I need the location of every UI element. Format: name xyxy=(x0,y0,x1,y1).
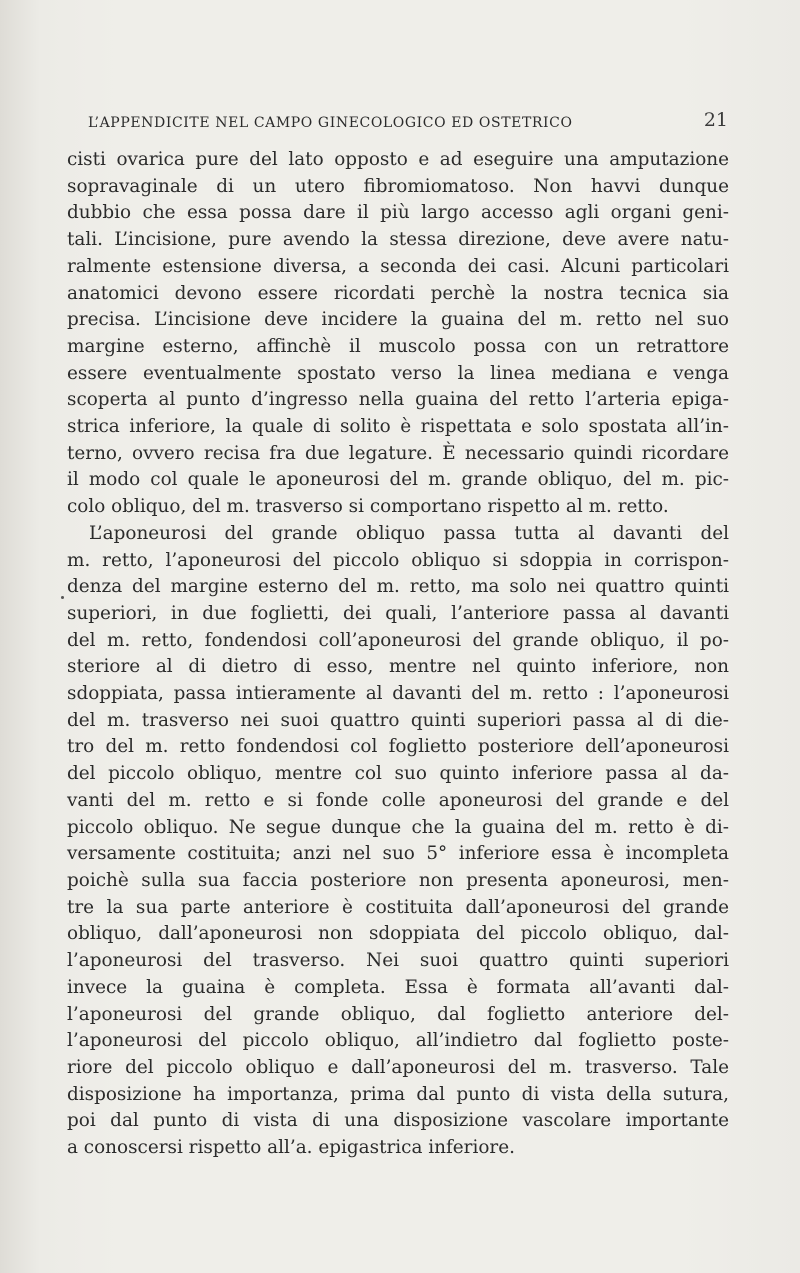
text-line: del m. trasverso nei suoi quattro quinti superiori passa al di die- xyxy=(67,709,729,731)
text-line: cisti ovarica pure del lato opposto e ad eseguire una amputazione xyxy=(67,149,729,170)
text-line: tre la sua parte anteriore è costituita dall’aponeurosi del grande xyxy=(67,896,729,918)
text-line: obliquo, dall’aponeurosi non sdoppiata del piccolo obliquo, dal- xyxy=(67,923,729,945)
text-line: terno, ovvero recisa fra due legature. È necessario quindi ricordare xyxy=(67,442,729,464)
text-line: piccolo obliquo. Ne segue dunque che la guaina del m. retto è di- xyxy=(67,816,729,838)
text-line: margine esterno, affinchè il muscolo possa con un retrattore xyxy=(67,335,729,357)
text-line: strica inferiore, la quale di solito è rispettata e solo spostata all’in- xyxy=(67,416,729,438)
text-line: l’aponeurosi del grande obliquo, dal foglietto anteriore del- xyxy=(67,1003,729,1025)
text-line: l’aponeurosi del piccolo obliquo, all’indietro dal foglietto poste- xyxy=(67,1030,729,1052)
running-head xyxy=(88,107,728,137)
page-number: 21 xyxy=(703,109,728,131)
text-line: invece la guaina è completa. Essa è formata all’avanti dal- xyxy=(67,976,729,998)
text-line: anatomici devono essere ricordati perchè la nostra tecnica sia xyxy=(67,282,729,304)
text-line: del m. retto, fondendosi coll’aponeurosi del grande obliquo, il po- xyxy=(67,629,729,651)
text-line: denza del margine esterno del m. retto, ma solo nei quattro quinti xyxy=(67,576,729,598)
body-text xyxy=(67,147,729,1162)
text-line: m. retto, l’aponeurosi del piccolo obliquo si sdoppia in corrispon- xyxy=(67,549,729,571)
text-line: sopravaginale di un utero fibromiomatoso. Non havvi dunque xyxy=(67,175,729,197)
text-line: riore del piccolo obliquo e dall’aponeurosi del m. trasverso. Tale xyxy=(67,1056,729,1078)
text-line: poi dal punto di vista di una disposizione vascolare importante xyxy=(67,1110,729,1132)
running-title: L’APPENDICITE NEL CAMPO GINECOLOGICO ED OSTETRICO xyxy=(88,115,573,131)
margin-mark xyxy=(61,596,64,599)
text-line: vanti del m. retto e si fonde colle aponeurosi del grande e del xyxy=(67,789,729,811)
text-line: poichè sulla sua faccia posteriore non presenta aponeurosi, men- xyxy=(67,869,729,891)
text-line: essere eventualmente spostato verso la linea mediana e venga xyxy=(67,362,729,384)
text-line: steriore al di dietro di esso, mentre nel quinto inferiore, non xyxy=(67,656,729,678)
text-line: versamente costituita; anzi nel suo 5° inferiore essa è incompleta xyxy=(67,843,729,865)
text-line: sdoppiata, passa intieramente al davanti del m. retto : l’aponeurosi xyxy=(67,683,729,705)
text-line: precisa. L’incisione deve incidere la guaina del m. retto nel suo xyxy=(67,309,729,331)
text-line: tro del m. retto fondendosi col foglietto posteriore dell’aponeurosi xyxy=(67,736,729,758)
text-line: disposizione ha importanza, prima dal punto di vista della sutura, xyxy=(67,1083,729,1105)
text-line: colo obliquo, del m. trasverso si comportano rispetto al m. retto. xyxy=(67,496,669,518)
text-line: dubbio che essa possa dare il più largo accesso agli organi geni- xyxy=(67,202,729,224)
text-line: del piccolo obliquo, mentre col suo quinto inferiore passa al da- xyxy=(67,763,729,785)
text-line: l’aponeurosi del trasverso. Nei suoi quattro quinti superiori xyxy=(67,950,729,972)
text-line: a conoscersi rispetto all’a. epigastrica inferiore. xyxy=(67,1137,515,1159)
text-line: L’aponeurosi del grande obliquo passa tutta al davanti del xyxy=(89,522,729,544)
text-line: scoperta al punto d’ingresso nella guaina del retto l’arteria epiga- xyxy=(67,389,729,411)
text-line: ralmente estensione diversa, a seconda dei casi. Alcuni particolari xyxy=(67,255,729,277)
text-line: superiori, in due foglietti, dei quali, l’anteriore passa al davanti xyxy=(67,602,729,624)
text-line: tali. L’incisione, pure avendo la stessa direzione, deve avere natu- xyxy=(67,229,729,251)
text-line: il modo col quale le aponeurosi del m. grande obliquo, del m. pic- xyxy=(67,469,729,491)
